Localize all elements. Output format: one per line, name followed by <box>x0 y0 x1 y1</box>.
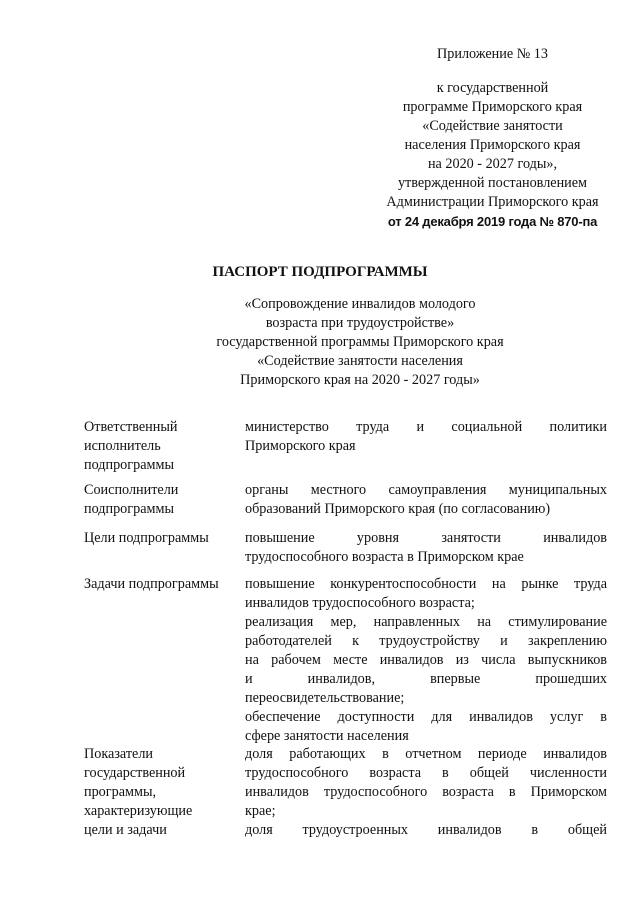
subtitle-line: «Сопровождение инвалидов молодого <box>244 296 476 312</box>
row-label <box>84 529 244 548</box>
value-line: образований Приморского края (по согласованию) <box>245 501 551 517</box>
page-title: ПАСПОРТ ПОДПРОГРАММЫ <box>212 264 428 280</box>
value-line: повышение конкурентоспособности на рынке труда <box>245 576 607 592</box>
value-line: трудоспособного возраста в общей численности <box>245 765 607 781</box>
row-label <box>84 418 244 475</box>
appendix-line: к государственной <box>436 80 549 96</box>
appendix-line: «Содействие занятости <box>422 118 563 134</box>
label-line: Задачи подпрограммы <box>84 576 219 592</box>
row-value <box>245 481 607 519</box>
subtitle-line: государственной программы Приморского края <box>216 334 504 350</box>
value-line: работодателей к трудоустройству и закреплению <box>245 633 607 649</box>
value-line: на рабочем месте инвалидов из числа выпускников <box>245 652 607 668</box>
value-line: повышение уровня занятости инвалидов <box>245 530 607 546</box>
subprogram-subtitle <box>120 295 600 390</box>
label-line: характеризующие <box>84 803 193 819</box>
label-line: Ответственный <box>84 419 178 435</box>
value-line: крае; <box>245 803 276 819</box>
label-line: государственной <box>84 765 186 781</box>
label-line: Показатели <box>84 746 154 762</box>
row-value <box>245 745 607 840</box>
appendix-number: Приложение № 13 <box>437 46 548 62</box>
subtitle-line: Приморского края на 2020 - 2027 годы» <box>240 372 480 388</box>
row-label <box>84 481 244 519</box>
appendix-block <box>370 45 615 231</box>
value-line: переосвидетельствование; <box>245 690 405 706</box>
value-line: трудоспособного возраста в Приморском крае <box>245 549 524 565</box>
subtitle-line: возраста при трудоустройстве» <box>265 315 455 331</box>
value-line: обеспечение доступности для инвалидов услуг в <box>245 709 607 725</box>
spacer <box>370 64 615 79</box>
appendix-line: утвержденной постановлением <box>397 175 588 191</box>
label-line: Соисполнители <box>84 482 179 498</box>
value-line: министерство труда и социальной политики <box>245 419 607 435</box>
value-line: реализация мер, направленных на стимулирование <box>245 614 607 630</box>
label-line: цели и задачи <box>84 822 167 838</box>
label-line: Цели подпрограммы <box>84 530 209 546</box>
appendix-line: программе Приморского края <box>402 99 583 115</box>
value-line: доля работающих в отчетном периоде инвалидов <box>245 746 607 762</box>
value-line: инвалидов трудоспособного возраста; <box>245 595 475 611</box>
appendix-line: на 2020 - 2027 годы», <box>427 156 558 172</box>
label-line: программы, <box>84 784 157 800</box>
row-value <box>245 529 607 567</box>
appendix-line: Администрации Приморского края <box>386 194 599 210</box>
value-line: доля трудоустроенных инвалидов в общей <box>245 822 607 838</box>
row-label <box>84 575 244 594</box>
value-line: инвалидов трудоспособного возраста в Приморском <box>245 784 607 800</box>
label-line: исполнитель <box>84 438 161 454</box>
value-line: и инвалидов, впервые прошедших <box>245 671 607 687</box>
value-line: Приморского края <box>245 438 356 454</box>
value-line: сфере занятости населения <box>245 728 409 744</box>
resolution-stamp: от 24 декабря 2019 года № 870-па <box>387 214 598 229</box>
row-value <box>245 418 607 456</box>
row-value <box>245 575 607 746</box>
appendix-line: населения Приморского края <box>404 137 581 153</box>
label-line: подпрограммы <box>84 457 174 473</box>
value-line: органы местного самоуправления муниципальных <box>245 482 607 498</box>
subtitle-line: «Содействие занятости населения <box>257 353 463 369</box>
label-line: подпрограммы <box>84 501 174 517</box>
row-label <box>84 745 244 840</box>
